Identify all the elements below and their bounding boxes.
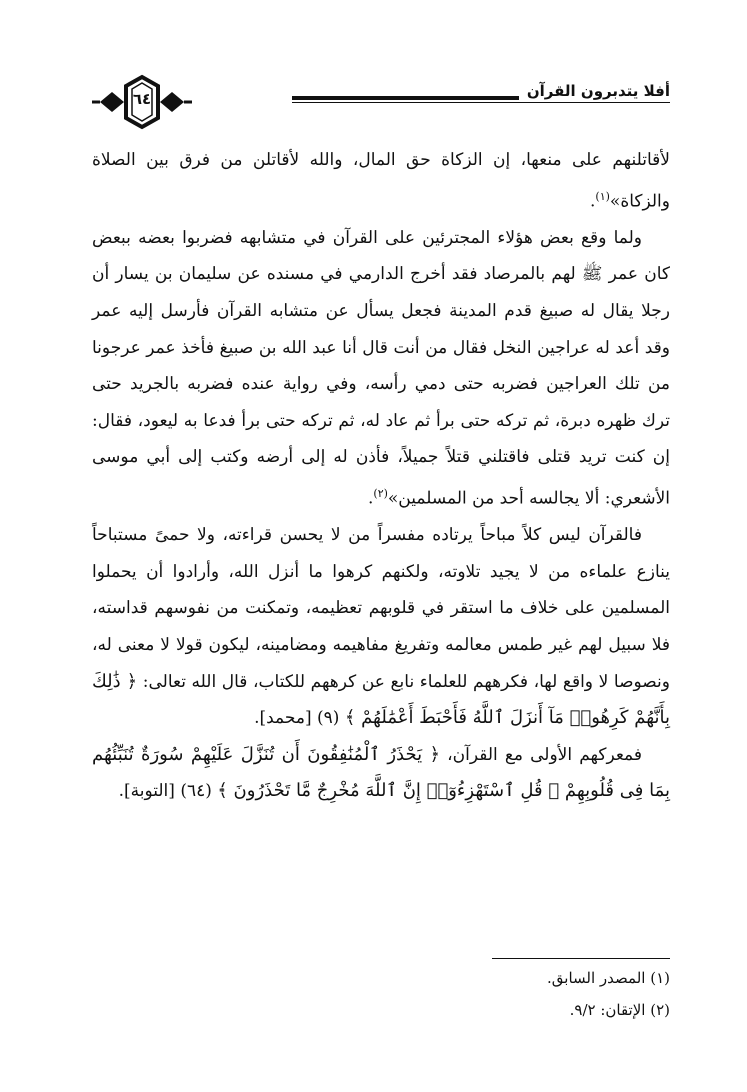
paragraph-2: ولما وقع بعض هؤلاء المجترئين على القرآن في متشابهه فضربوا بعضه ببعض كان عمر ﷺ لهم بالمرصاد فقد أخرج الدارمي في مسنده عن سليمان بن يسار أن رجلا يقال له صبيغ قدم المدينة فجعل يسأل عن متشابه القرآن فأرسل إليه عمر وقد أعد له عراجين النخل فقال من أنت قال أنا عبد الله بن صبيغ فأخذ عمر عرجونا من تلك العراجين فضربه حتى دمي رأسه، وفي رواية عنده فضربه بالجريد حتى ترك ظهره دبرة، ثم تركه حتى برأ ثم عاد له، ثم تركه حتى برأ فدعا به ليعود، فقال: إن كنت تريد قتلى فاقتلني قتلاً جميلاً، فأذن له إلى أرضه وكتب إلى أبي موسى الأشعري: ألا يجالسه أحد من المسلمين»$^{(٢)}$. xyxy=(92,227,670,509)
footnote-divider xyxy=(492,958,670,959)
page-header xyxy=(92,74,670,124)
quran-verse-1: ﴿ ذَٰلِكَ بِأَنَّهُمْ كَرِهُوا۟ مَآ أَنزَلَ ٱللَّهُ فَأَحْبَطَ أَعْمَٰلَهُمْ ﴾ xyxy=(92,670,670,729)
paragraph-4: فمعركهم الأولى مع القرآن، ﴿ يَحْذَرُ ٱلْمُنَٰفِقُونَ أَن تُنَزَّلَ عَلَيْهِمْ سُورَةٌ تُنَبِّئُهُم بِمَا فِى قُلُوبِهِمْ ۚ قُلِ ٱسْتَهْزِءُوٓا۟ إِنَّ ٱللَّهَ مُخْرِجٌ مَّا تَحْذَرُونَ ﴾ (٦٤) [التوبة]. xyxy=(92,743,670,802)
footnotes xyxy=(92,962,670,1026)
header-rule-thin xyxy=(292,102,670,103)
paragraph-1: لأقاتلنهم على منعها، إن الزكاة حق المال، والله لأقاتلن من فرق بين الصلاة والزكاة»$^{(١)}$. xyxy=(92,150,670,212)
paragraph-3: فالقرآن ليس كلاً مباحاً يرتاده مفسراً من لا يحسن قراءته، ولا حمىً مستباحاً ينازع علماءه من لا يجيد تلاوته، ولكنهم كرهوا ما أنزل الله، وأرادوا أن يحملوا المسلمين على خلاف ما استقر في قلوبهم تعظيمه، وتمكنت من نفوسهم قداسته، فلا سبيل لهم غير طمس معالمه وتفريغ مفاهيمه ومضامينه، ليكون قولا لا معنى له، ونصوصا لا واقع لها، فكرههم للعلماء نابع عن كرههم للكتاب، قال الله تعالى: ﴿ ذَٰلِكَ بِأَنَّهُمْ كَرِهُوا۟ مَآ أَنزَلَ ٱللَّهُ فَأَحْبَطَ أَعْمَٰلَهُمْ ﴾ (٩) [محمد]. xyxy=(92,525,670,729)
footnote-2: (٢) الإتقان: ٩/٢. xyxy=(569,1001,670,1019)
page-number-badge xyxy=(92,74,192,130)
surah-ref-1: [محمد]. xyxy=(254,708,312,729)
page-number: ٦٤ xyxy=(132,90,152,108)
verse-number-2: (٦٤) xyxy=(180,781,212,802)
running-title: أفلا يتدبرون القرآن xyxy=(519,82,670,100)
body-text xyxy=(92,142,670,810)
footnote-ref-1: (١) xyxy=(595,189,610,203)
quran-verse-2: ﴿ يَحْذَرُ ٱلْمُنَٰفِقُونَ أَن تُنَزَّلَ عَلَيْهِمْ سُورَةٌ تُنَبِّئُهُم بِمَا فِى قُلُوبِهِمْ ۚ قُلِ ٱسْتَهْزِءُوٓا۟ إِنَّ ٱللَّهَ مُخْرِجٌ مَّا تَحْذَرُونَ ﴾ xyxy=(92,743,670,802)
footnote-ref-2: (٢) xyxy=(373,487,388,500)
surah-ref-2: [التوبة]. xyxy=(118,781,175,802)
footnote-1: (١) المصدر السابق. xyxy=(547,969,670,987)
verse-number-1: (٩) xyxy=(316,708,340,729)
